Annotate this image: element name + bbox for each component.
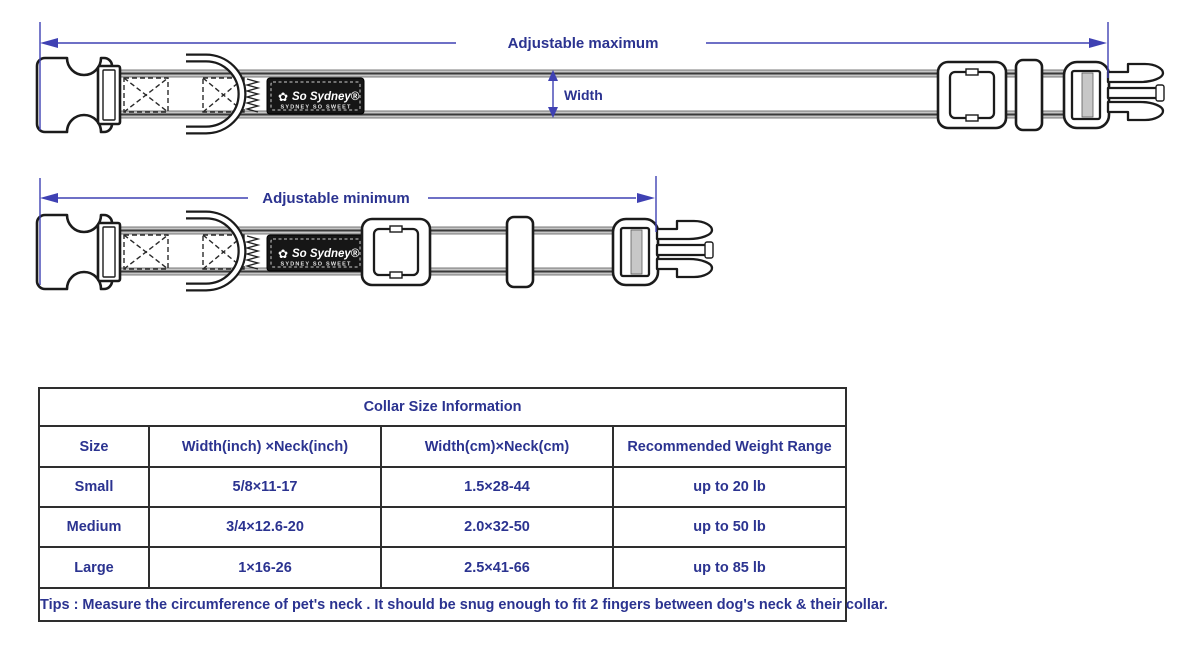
table-header-row [39, 426, 846, 467]
cell-cm: 2.5×41-66 [381, 547, 613, 588]
cell-weight: up to 85 lb [613, 547, 846, 588]
arrowhead-left-icon [40, 193, 58, 203]
cell-weight: up to 50 lb [613, 507, 846, 547]
adjustable-minimum-label: Adjustable minimum [262, 190, 410, 207]
cell-size: Small [39, 467, 149, 507]
male-buckle-icon [1064, 62, 1164, 128]
collar-diagram-max [37, 22, 1164, 132]
buckle-prong-top [1108, 64, 1163, 82]
cell-inch: 1×16-26 [149, 547, 381, 588]
brand-tagline: SYDNEY SO SWEET [280, 104, 352, 111]
collar-size-table [38, 387, 888, 622]
keeper-loop-icon [1016, 60, 1042, 130]
cell-weight: up to 20 lb [613, 467, 846, 507]
arrowhead-right-icon [1089, 38, 1107, 48]
adjustable-maximum-label: Adjustable maximum [507, 35, 659, 52]
buckle-prong-middle-tip [1156, 85, 1164, 101]
left-assembly-min [37, 215, 364, 289]
left-assembly-max [37, 58, 364, 132]
table-row-small [39, 467, 846, 507]
brand-label [267, 78, 364, 114]
table-row-medium [39, 507, 846, 547]
column-header-size: Size [39, 426, 149, 467]
keeper-loop-min-icon [507, 217, 533, 287]
buckle-slot-inner [103, 70, 115, 120]
cell-size: Medium [39, 507, 149, 547]
width-label: Width [564, 87, 603, 103]
cell-inch: 5/8×11-17 [149, 467, 381, 507]
buckle-prong-bottom [1108, 102, 1163, 120]
d-ring-icon [186, 58, 242, 130]
zigzag-stitch-icon [247, 79, 258, 112]
cell-inch: 3/4×12.6-20 [149, 507, 381, 547]
flower-icon: ✿ [277, 90, 289, 104]
table-title-row [39, 388, 846, 426]
arrowhead-left-icon [40, 38, 58, 48]
arrowhead-right-icon [637, 193, 655, 203]
brand-name: So Sydney® [292, 91, 360, 103]
cell-cm: 2.0×32-50 [381, 507, 613, 547]
triglide-slider-min-icon [362, 219, 430, 285]
triglide-slider-icon [938, 62, 1006, 128]
column-header-cm: Width(cm)×Neck(cm) [381, 426, 613, 467]
cell-size: Large [39, 547, 149, 588]
buckle-prong-middle [1108, 88, 1160, 98]
collar-diagram-min [37, 176, 713, 289]
column-header-inch: Width(inch) ×Neck(inch) [149, 426, 381, 467]
table-tips-row [39, 588, 846, 621]
column-header-weight: Recommended Weight Range [613, 426, 846, 467]
table-tips: Tips : Measure the circumference of pet's neck . It should be snug enough to fit 2 fingers between dog's neck & their collar. [39, 588, 846, 621]
table-title: Collar Size Information [39, 388, 846, 426]
stitch-box-1 [124, 78, 168, 112]
cell-cm: 1.5×28-44 [381, 467, 613, 507]
table-row-large [39, 547, 846, 588]
male-buckle-min-icon [613, 219, 713, 285]
